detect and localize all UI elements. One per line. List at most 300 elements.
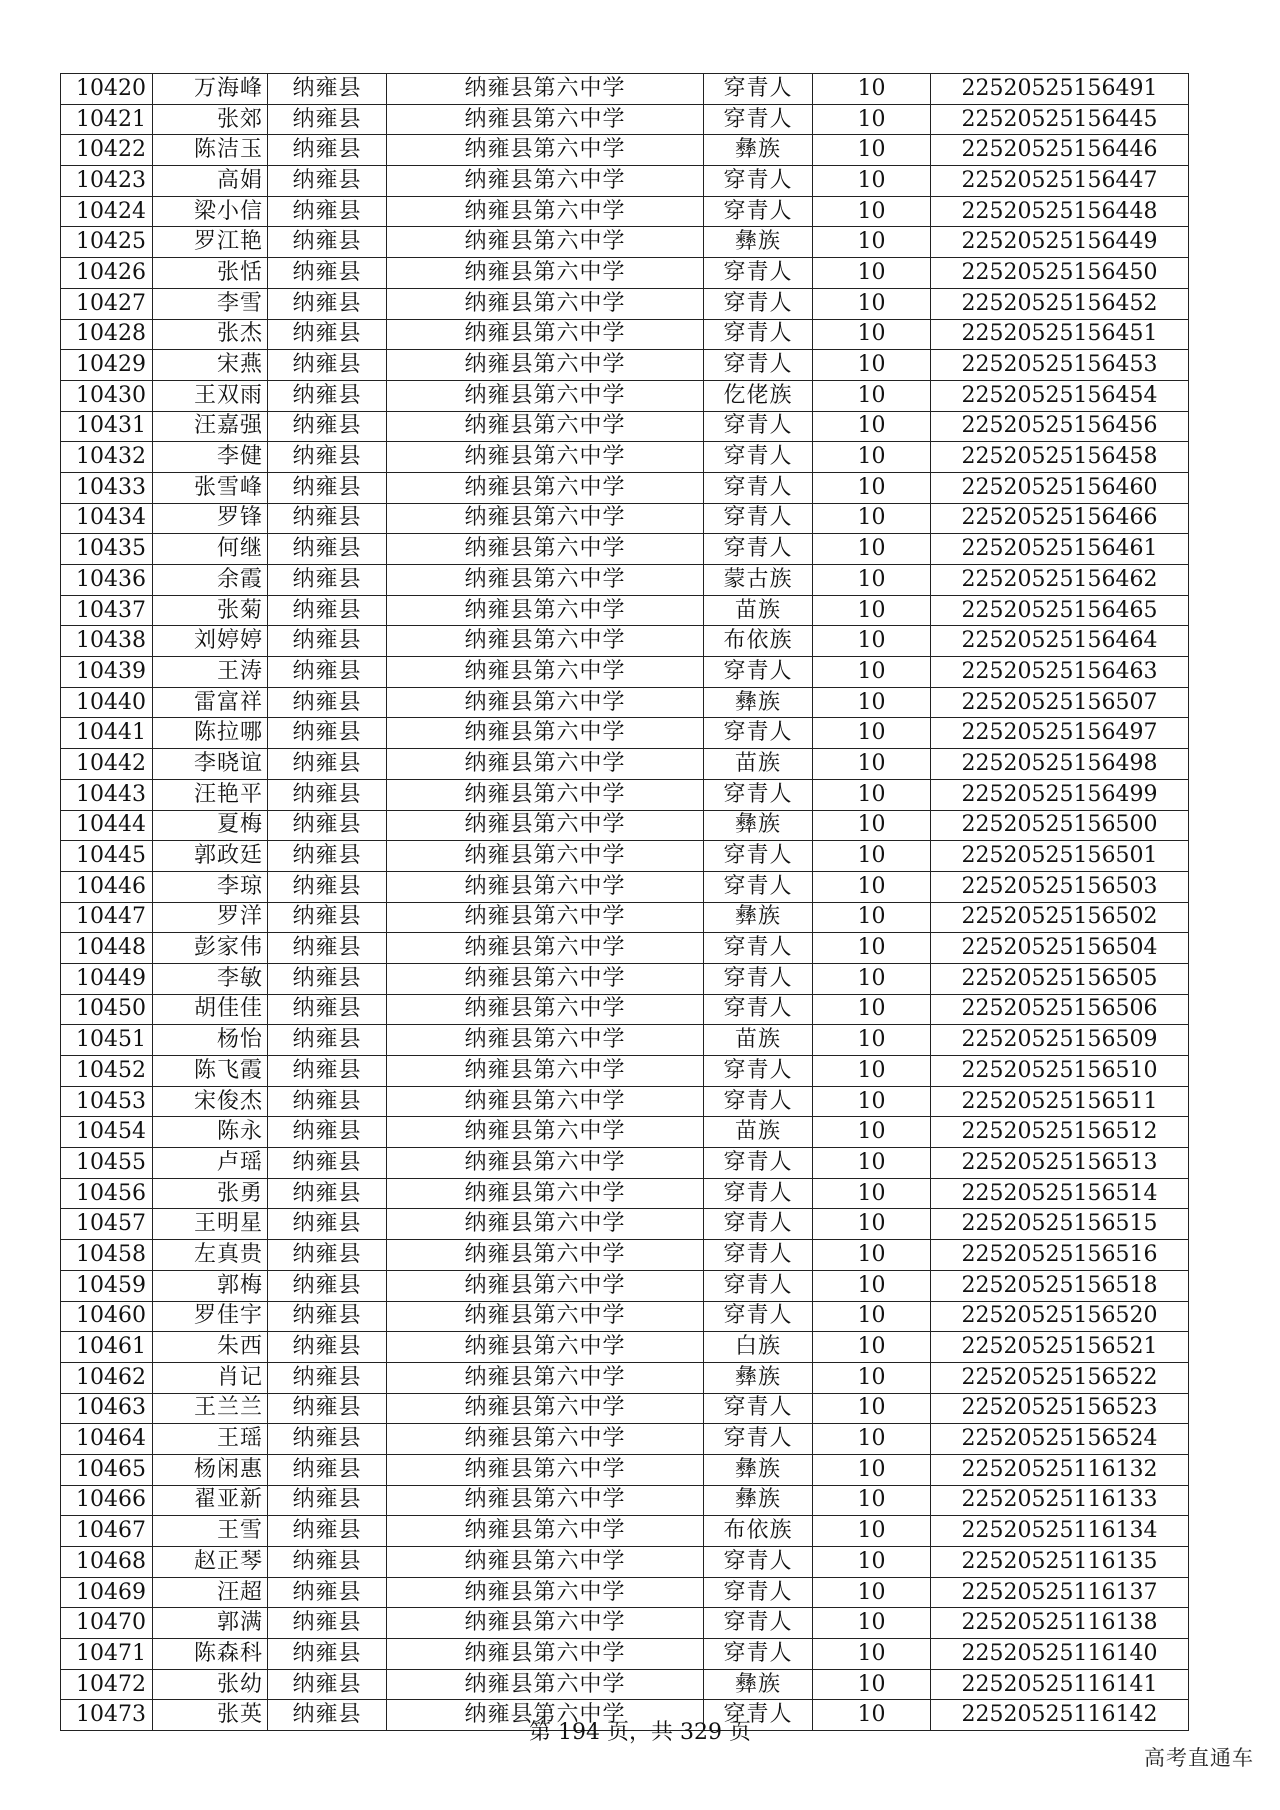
ethnicity-cell: 穿青人 <box>704 1547 813 1578</box>
student-name-cell: 张雪峰 <box>153 472 268 503</box>
serial-number-cell: 10447 <box>61 902 153 933</box>
county-cell: 纳雍县 <box>268 1362 387 1393</box>
table-row <box>61 933 1189 964</box>
school-cell: 纳雍县第六中学 <box>387 994 704 1025</box>
county-cell: 纳雍县 <box>268 565 387 596</box>
score-cell: 10 <box>813 442 931 473</box>
ethnicity-cell: 穿青人 <box>704 350 813 381</box>
student-name-cell: 杨怡 <box>153 1025 268 1056</box>
county-cell: 纳雍县 <box>268 1516 387 1547</box>
registration-number-cell: 22520525156513 <box>931 1148 1189 1179</box>
registration-number-cell: 22520525116138 <box>931 1608 1189 1639</box>
student-name-cell: 李琼 <box>153 871 268 902</box>
school-cell: 纳雍县第六中学 <box>387 1056 704 1087</box>
registration-number-cell: 22520525156450 <box>931 258 1189 289</box>
student-name-cell: 陈永 <box>153 1117 268 1148</box>
school-cell: 纳雍县第六中学 <box>387 1669 704 1700</box>
ethnicity-cell: 穿青人 <box>704 288 813 319</box>
table-row <box>61 1424 1189 1455</box>
school-cell: 纳雍县第六中学 <box>387 1393 704 1424</box>
registration-number-cell: 22520525156452 <box>931 288 1189 319</box>
serial-number-cell: 10423 <box>61 166 153 197</box>
serial-number-cell: 10473 <box>61 1700 153 1731</box>
table-row <box>61 871 1189 902</box>
registration-number-cell: 22520525156518 <box>931 1270 1189 1301</box>
student-name-cell: 张郊 <box>153 104 268 135</box>
student-name-cell: 王明星 <box>153 1209 268 1240</box>
county-cell: 纳雍县 <box>268 657 387 688</box>
score-cell: 10 <box>813 1056 931 1087</box>
county-cell: 纳雍县 <box>268 841 387 872</box>
county-cell: 纳雍县 <box>268 1056 387 1087</box>
county-cell: 纳雍县 <box>268 104 387 135</box>
county-cell: 纳雍县 <box>268 1270 387 1301</box>
student-name-cell: 李敏 <box>153 963 268 994</box>
school-cell: 纳雍县第六中学 <box>387 1608 704 1639</box>
student-name-cell: 李健 <box>153 442 268 473</box>
ethnicity-cell: 彝族 <box>704 902 813 933</box>
county-cell: 纳雍县 <box>268 135 387 166</box>
score-cell: 10 <box>813 1332 931 1363</box>
registration-number-cell: 22520525116141 <box>931 1669 1189 1700</box>
student-name-cell: 郭梅 <box>153 1270 268 1301</box>
school-cell: 纳雍县第六中学 <box>387 595 704 626</box>
school-cell: 纳雍县第六中学 <box>387 1086 704 1117</box>
serial-number-cell: 10444 <box>61 810 153 841</box>
serial-number-cell: 10420 <box>61 74 153 105</box>
school-cell: 纳雍县第六中学 <box>387 1700 704 1731</box>
score-cell: 10 <box>813 1700 931 1731</box>
county-cell: 纳雍县 <box>268 1547 387 1578</box>
score-cell: 10 <box>813 1424 931 1455</box>
school-cell: 纳雍县第六中学 <box>387 1117 704 1148</box>
school-cell: 纳雍县第六中学 <box>387 503 704 534</box>
student-name-cell: 陈飞霞 <box>153 1056 268 1087</box>
student-name-cell: 汪嘉强 <box>153 411 268 442</box>
student-name-cell: 罗江艳 <box>153 227 268 258</box>
registration-number-cell: 22520525156509 <box>931 1025 1189 1056</box>
school-cell: 纳雍县第六中学 <box>387 1148 704 1179</box>
score-cell: 10 <box>813 994 931 1025</box>
county-cell: 纳雍县 <box>268 749 387 780</box>
school-cell: 纳雍县第六中学 <box>387 74 704 105</box>
score-cell: 10 <box>813 933 931 964</box>
ethnicity-cell: 彝族 <box>704 687 813 718</box>
student-name-cell: 陈洁玉 <box>153 135 268 166</box>
table-row <box>61 1178 1189 1209</box>
registration-number-cell: 22520525156512 <box>931 1117 1189 1148</box>
student-name-cell: 何继 <box>153 534 268 565</box>
county-cell: 纳雍县 <box>268 626 387 657</box>
county-cell: 纳雍县 <box>268 442 387 473</box>
table-row <box>61 1117 1189 1148</box>
table-row <box>61 472 1189 503</box>
school-cell: 纳雍县第六中学 <box>387 196 704 227</box>
ethnicity-cell: 穿青人 <box>704 442 813 473</box>
table-row <box>61 1240 1189 1271</box>
score-cell: 10 <box>813 749 931 780</box>
school-cell: 纳雍县第六中学 <box>387 380 704 411</box>
registration-number-cell: 22520525156448 <box>931 196 1189 227</box>
score-cell: 10 <box>813 411 931 442</box>
serial-number-cell: 10460 <box>61 1301 153 1332</box>
county-cell: 纳雍县 <box>268 1639 387 1670</box>
school-cell: 纳雍县第六中学 <box>387 565 704 596</box>
student-name-cell: 汪超 <box>153 1577 268 1608</box>
school-cell: 纳雍县第六中学 <box>387 1424 704 1455</box>
serial-number-cell: 10443 <box>61 779 153 810</box>
registration-number-cell: 22520525156516 <box>931 1240 1189 1271</box>
school-cell: 纳雍县第六中学 <box>387 104 704 135</box>
table-row <box>61 1056 1189 1087</box>
ethnicity-cell: 布依族 <box>704 1516 813 1547</box>
serial-number-cell: 10463 <box>61 1393 153 1424</box>
ethnicity-cell: 仡佬族 <box>704 380 813 411</box>
school-cell: 纳雍县第六中学 <box>387 1178 704 1209</box>
score-cell: 10 <box>813 472 931 503</box>
student-name-cell: 宋燕 <box>153 350 268 381</box>
school-cell: 纳雍县第六中学 <box>387 135 704 166</box>
serial-number-cell: 10429 <box>61 350 153 381</box>
table-row <box>61 1301 1189 1332</box>
score-cell: 10 <box>813 258 931 289</box>
score-cell: 10 <box>813 380 931 411</box>
roster-table <box>60 73 1189 1731</box>
student-name-cell: 郭政廷 <box>153 841 268 872</box>
ethnicity-cell: 穿青人 <box>704 1056 813 1087</box>
table-row <box>61 1454 1189 1485</box>
serial-number-cell: 10440 <box>61 687 153 718</box>
ethnicity-cell: 穿青人 <box>704 1270 813 1301</box>
serial-number-cell: 10462 <box>61 1362 153 1393</box>
county-cell: 纳雍县 <box>268 994 387 1025</box>
page-number-text: 第 194 页，共 329 页 <box>529 1720 751 1745</box>
ethnicity-cell: 穿青人 <box>704 963 813 994</box>
ethnicity-cell: 穿青人 <box>704 933 813 964</box>
serial-number-cell: 10471 <box>61 1639 153 1670</box>
table-row <box>61 1148 1189 1179</box>
registration-number-cell: 22520525156502 <box>931 902 1189 933</box>
ethnicity-cell: 彝族 <box>704 1454 813 1485</box>
score-cell: 10 <box>813 227 931 258</box>
serial-number-cell: 10457 <box>61 1209 153 1240</box>
table-row <box>61 657 1189 688</box>
school-cell: 纳雍县第六中学 <box>387 1240 704 1271</box>
county-cell: 纳雍县 <box>268 1700 387 1731</box>
student-name-cell: 宋俊杰 <box>153 1086 268 1117</box>
score-cell: 10 <box>813 1577 931 1608</box>
registration-number-cell: 22520525156465 <box>931 595 1189 626</box>
table-row <box>61 1209 1189 1240</box>
table-row <box>61 626 1189 657</box>
school-cell: 纳雍县第六中学 <box>387 687 704 718</box>
county-cell: 纳雍县 <box>268 472 387 503</box>
table-row <box>61 503 1189 534</box>
student-name-cell: 王瑶 <box>153 1424 268 1455</box>
serial-number-cell: 10455 <box>61 1148 153 1179</box>
registration-number-cell: 22520525156446 <box>931 135 1189 166</box>
school-cell: 纳雍县第六中学 <box>387 411 704 442</box>
serial-number-cell: 10456 <box>61 1178 153 1209</box>
student-name-cell: 卢瑶 <box>153 1148 268 1179</box>
county-cell: 纳雍县 <box>268 380 387 411</box>
ethnicity-cell: 穿青人 <box>704 841 813 872</box>
serial-number-cell: 10434 <box>61 503 153 534</box>
school-cell: 纳雍县第六中学 <box>387 933 704 964</box>
county-cell: 纳雍县 <box>268 503 387 534</box>
serial-number-cell: 10435 <box>61 534 153 565</box>
score-cell: 10 <box>813 104 931 135</box>
student-name-cell: 万海峰 <box>153 74 268 105</box>
score-cell: 10 <box>813 810 931 841</box>
county-cell: 纳雍县 <box>268 196 387 227</box>
score-cell: 10 <box>813 135 931 166</box>
table-row <box>61 104 1189 135</box>
school-cell: 纳雍县第六中学 <box>387 871 704 902</box>
county-cell: 纳雍县 <box>268 1608 387 1639</box>
county-cell: 纳雍县 <box>268 1209 387 1240</box>
county-cell: 纳雍县 <box>268 1025 387 1056</box>
student-name-cell: 王兰兰 <box>153 1393 268 1424</box>
student-name-cell: 罗锋 <box>153 503 268 534</box>
registration-number-cell: 22520525156500 <box>931 810 1189 841</box>
ethnicity-cell: 穿青人 <box>704 1240 813 1271</box>
serial-number-cell: 10422 <box>61 135 153 166</box>
registration-number-cell: 22520525156458 <box>931 442 1189 473</box>
ethnicity-cell: 苗族 <box>704 595 813 626</box>
registration-number-cell: 22520525156506 <box>931 994 1189 1025</box>
county-cell: 纳雍县 <box>268 1669 387 1700</box>
registration-number-cell: 22520525156453 <box>931 350 1189 381</box>
score-cell: 10 <box>813 534 931 565</box>
score-cell: 10 <box>813 1209 931 1240</box>
registration-number-cell: 22520525156504 <box>931 933 1189 964</box>
county-cell: 纳雍县 <box>268 1148 387 1179</box>
ethnicity-cell: 穿青人 <box>704 1700 813 1731</box>
county-cell: 纳雍县 <box>268 534 387 565</box>
student-name-cell: 余霞 <box>153 565 268 596</box>
score-cell: 10 <box>813 718 931 749</box>
school-cell: 纳雍县第六中学 <box>387 1485 704 1516</box>
registration-number-cell: 22520525116140 <box>931 1639 1189 1670</box>
table-row <box>61 749 1189 780</box>
registration-number-cell: 22520525116135 <box>931 1547 1189 1578</box>
serial-number-cell: 10465 <box>61 1454 153 1485</box>
serial-number-cell: 10454 <box>61 1117 153 1148</box>
registration-number-cell: 22520525156520 <box>931 1301 1189 1332</box>
student-name-cell: 汪艳平 <box>153 779 268 810</box>
registration-number-cell: 22520525156503 <box>931 871 1189 902</box>
student-name-cell: 王涛 <box>153 657 268 688</box>
table-row <box>61 1270 1189 1301</box>
serial-number-cell: 10441 <box>61 718 153 749</box>
serial-number-cell: 10458 <box>61 1240 153 1271</box>
school-cell: 纳雍县第六中学 <box>387 810 704 841</box>
school-cell: 纳雍县第六中学 <box>387 472 704 503</box>
ethnicity-cell: 穿青人 <box>704 779 813 810</box>
score-cell: 10 <box>813 1270 931 1301</box>
school-cell: 纳雍县第六中学 <box>387 1454 704 1485</box>
ethnicity-cell: 穿青人 <box>704 1424 813 1455</box>
student-name-cell: 杨闲惠 <box>153 1454 268 1485</box>
ethnicity-cell: 穿青人 <box>704 411 813 442</box>
score-cell: 10 <box>813 1240 931 1271</box>
student-name-cell: 陈拉哪 <box>153 718 268 749</box>
registration-number-cell: 22520525156521 <box>931 1332 1189 1363</box>
registration-number-cell: 22520525156505 <box>931 963 1189 994</box>
school-cell: 纳雍县第六中学 <box>387 1025 704 1056</box>
score-cell: 10 <box>813 1117 931 1148</box>
score-cell: 10 <box>813 1086 931 1117</box>
watermark-text: 高考直通车 <box>1144 1746 1254 1770</box>
registration-number-cell: 22520525156522 <box>931 1362 1189 1393</box>
student-name-cell: 李雪 <box>153 288 268 319</box>
score-cell: 10 <box>813 779 931 810</box>
table-row <box>61 350 1189 381</box>
county-cell: 纳雍县 <box>268 1240 387 1271</box>
table-row <box>61 380 1189 411</box>
ethnicity-cell: 穿青人 <box>704 1086 813 1117</box>
serial-number-cell: 10464 <box>61 1424 153 1455</box>
table-row <box>61 1669 1189 1700</box>
ethnicity-cell: 彝族 <box>704 1485 813 1516</box>
county-cell: 纳雍县 <box>268 1301 387 1332</box>
ethnicity-cell: 穿青人 <box>704 1393 813 1424</box>
score-cell: 10 <box>813 1362 931 1393</box>
student-name-cell: 夏梅 <box>153 810 268 841</box>
table-body <box>61 74 1189 1731</box>
score-cell: 10 <box>813 626 931 657</box>
serial-number-cell: 10450 <box>61 994 153 1025</box>
student-name-cell: 李晓谊 <box>153 749 268 780</box>
ethnicity-cell: 白族 <box>704 1332 813 1363</box>
serial-number-cell: 10442 <box>61 749 153 780</box>
table-row <box>61 902 1189 933</box>
registration-number-cell: 22520525156507 <box>931 687 1189 718</box>
county-cell: 纳雍县 <box>268 1485 387 1516</box>
page-number <box>0 1715 1280 1746</box>
ethnicity-cell: 穿青人 <box>704 1209 813 1240</box>
table-row <box>61 258 1189 289</box>
serial-number-cell: 10428 <box>61 319 153 350</box>
county-cell: 纳雍县 <box>268 871 387 902</box>
score-cell: 10 <box>813 565 931 596</box>
ethnicity-cell: 苗族 <box>704 1025 813 1056</box>
serial-number-cell: 10468 <box>61 1547 153 1578</box>
score-cell: 10 <box>813 902 931 933</box>
serial-number-cell: 10469 <box>61 1577 153 1608</box>
student-name-cell: 罗佳宇 <box>153 1301 268 1332</box>
school-cell: 纳雍县第六中学 <box>387 1301 704 1332</box>
score-cell: 10 <box>813 1547 931 1578</box>
student-name-cell: 王雪 <box>153 1516 268 1547</box>
county-cell: 纳雍县 <box>268 288 387 319</box>
score-cell: 10 <box>813 196 931 227</box>
table-row <box>61 74 1189 105</box>
county-cell: 纳雍县 <box>268 1577 387 1608</box>
ethnicity-cell: 穿青人 <box>704 258 813 289</box>
registration-number-cell: 22520525156461 <box>931 534 1189 565</box>
school-cell: 纳雍县第六中学 <box>387 718 704 749</box>
serial-number-cell: 10432 <box>61 442 153 473</box>
serial-number-cell: 10461 <box>61 1332 153 1363</box>
ethnicity-cell: 穿青人 <box>704 74 813 105</box>
student-name-cell: 高娟 <box>153 166 268 197</box>
registration-number-cell: 22520525156463 <box>931 657 1189 688</box>
county-cell: 纳雍县 <box>268 1332 387 1363</box>
registration-number-cell: 22520525156464 <box>931 626 1189 657</box>
ethnicity-cell: 彝族 <box>704 1362 813 1393</box>
school-cell: 纳雍县第六中学 <box>387 166 704 197</box>
county-cell: 纳雍县 <box>268 687 387 718</box>
table-row <box>61 1485 1189 1516</box>
score-cell: 10 <box>813 350 931 381</box>
school-cell: 纳雍县第六中学 <box>387 1577 704 1608</box>
score-cell: 10 <box>813 1301 931 1332</box>
county-cell: 纳雍县 <box>268 933 387 964</box>
registration-number-cell: 22520525156445 <box>931 104 1189 135</box>
county-cell: 纳雍县 <box>268 595 387 626</box>
student-name-cell: 翟亚新 <box>153 1485 268 1516</box>
registration-number-cell: 22520525156454 <box>931 380 1189 411</box>
ethnicity-cell: 穿青人 <box>704 472 813 503</box>
table-row <box>61 135 1189 166</box>
score-cell: 10 <box>813 1178 931 1209</box>
registration-number-cell: 22520525156491 <box>931 74 1189 105</box>
ethnicity-cell: 穿青人 <box>704 1577 813 1608</box>
serial-number-cell: 10433 <box>61 472 153 503</box>
serial-number-cell: 10472 <box>61 1669 153 1700</box>
student-name-cell: 罗洋 <box>153 902 268 933</box>
serial-number-cell: 10437 <box>61 595 153 626</box>
school-cell: 纳雍县第六中学 <box>387 1332 704 1363</box>
student-name-cell: 陈森科 <box>153 1639 268 1670</box>
student-name-cell: 张幼 <box>153 1669 268 1700</box>
registration-number-cell: 22520525116133 <box>931 1485 1189 1516</box>
ethnicity-cell: 穿青人 <box>704 166 813 197</box>
score-cell: 10 <box>813 288 931 319</box>
score-cell: 10 <box>813 871 931 902</box>
school-cell: 纳雍县第六中学 <box>387 626 704 657</box>
registration-number-cell: 22520525156523 <box>931 1393 1189 1424</box>
registration-number-cell: 22520525156456 <box>931 411 1189 442</box>
student-name-cell: 张英 <box>153 1700 268 1731</box>
student-name-cell: 张恬 <box>153 258 268 289</box>
registration-number-cell: 22520525156499 <box>931 779 1189 810</box>
ethnicity-cell: 蒙古族 <box>704 565 813 596</box>
ethnicity-cell: 穿青人 <box>704 1608 813 1639</box>
serial-number-cell: 10439 <box>61 657 153 688</box>
serial-number-cell: 10436 <box>61 565 153 596</box>
school-cell: 纳雍县第六中学 <box>387 749 704 780</box>
student-name-cell: 朱西 <box>153 1332 268 1363</box>
school-cell: 纳雍县第六中学 <box>387 442 704 473</box>
serial-number-cell: 10459 <box>61 1270 153 1301</box>
registration-number-cell: 22520525116142 <box>931 1700 1189 1731</box>
school-cell: 纳雍县第六中学 <box>387 779 704 810</box>
registration-number-cell: 22520525156497 <box>931 718 1189 749</box>
ethnicity-cell: 穿青人 <box>704 1301 813 1332</box>
county-cell: 纳雍县 <box>268 1117 387 1148</box>
ethnicity-cell: 穿青人 <box>704 319 813 350</box>
score-cell: 10 <box>813 1485 931 1516</box>
registration-number-cell: 22520525116137 <box>931 1577 1189 1608</box>
registration-number-cell: 22520525156462 <box>931 565 1189 596</box>
county-cell: 纳雍县 <box>268 963 387 994</box>
score-cell: 10 <box>813 1516 931 1547</box>
ethnicity-cell: 穿青人 <box>704 503 813 534</box>
ethnicity-cell: 穿青人 <box>704 718 813 749</box>
